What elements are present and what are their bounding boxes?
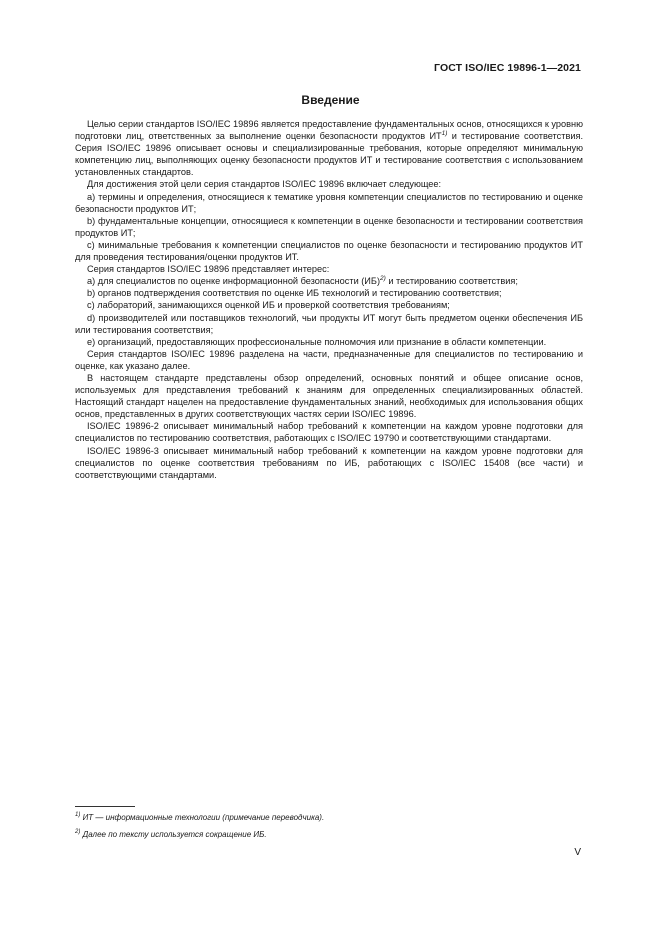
footnote-ref-2: 2) [380, 274, 386, 282]
paragraph-5: В настоящем стандарте представлены обзор определений, основных понятий и общее описание основ, используемых для представления требований к знаниям для определенных специализированных областей. Настоящий стандарт нацелен на предоставление фундаментальных знаний, необходимых для использования общих основ, представленных в других соответствующих частях серии ISO/IEC 19896. [75, 372, 583, 420]
main-text [75, 118, 583, 481]
audience-item-a: a) для специалистов по оценке информационной безопасности (ИБ)$^{2)}$ и тестированию соответствия; [87, 274, 518, 287]
audience-item-e: e) организаций, предоставляющих профессиональные полномочия или признание в области компетенции. [87, 336, 547, 347]
footnote-2: $^{2)}$ Далее по тексту используется сокращение ИБ. [75, 828, 267, 839]
paragraph-3: Серия стандартов ISO/IEC 19896 представляет интерес: [87, 264, 330, 275]
footnote-1: $^{1)}$ ИТ — информационные технологии (примечание переводчика). [75, 811, 325, 822]
paragraph-6: ISO/IEC 19896-2 описывает минимальный набор требований к компетенции на каждом уровне подготовки для специалистов по тестированию соответствия, работающих с ISO/IEC 19790 и соответствующими стандартами. [75, 421, 583, 444]
section-title: Введение [301, 93, 360, 107]
paragraph-2: Для достижения этой цели серия стандартов ISO/IEC 19896 включает следующее: [87, 179, 442, 190]
list-item-c: c) минимальные требования к компетенции специалистов по оценке безопасности и тестированию продуктов ИТ для проведения тестирования/оценки продуктов ИТ. [75, 239, 583, 263]
footnote-divider [75, 806, 135, 807]
footnotes [75, 812, 583, 846]
paragraph-1: Целью серии стандартов ISO/IEC 19896 является предоставление фундаментальных основ, относящихся к уровню подготовки лиц, ответственных за выполнение оценки безопасности продуктов ИТ$^{1)}$ и тестирование соответствия. Серия ISO/IEC 19896 описывает основы и специализированные требования, которые определяют минимальную компетенцию лиц, выполняющих оценку безопасности продуктов ИТ и тестирование соответствия с использованием установленных стандартов. [75, 119, 583, 178]
footnote-ref-1: 1) [441, 129, 448, 137]
paragraph-4: Серия стандартов ISO/IEC 19896 разделена на части, предназначенные для специалистов по тестированию и оценке, как указано далее. [75, 348, 583, 371]
audience-item-b: b) органов подтверждения соответствия по оценке ИБ технологий и тестированию соответствия; [87, 288, 502, 299]
document-code: ГОСТ ISO/IEC 19896-1—2021 [434, 62, 581, 74]
list-item-a: a) термины и определения, относящиеся к тематике уровня компетенции специалистов по тестированию и оценке безопасности продуктов ИТ; [75, 191, 583, 214]
audience-item-c: c) лабораторий, занимающихся оценкой ИБ и проверкой соответствия требованиям; [87, 300, 450, 311]
paragraph-7: ISO/IEC 19896-3 описывает минимальный набор требований к компетенции на каждом уровне подготовки для специалистов по оценке соответствия требованиям по ИБ, работающих с ISO/IEC 15408 (все части) и соответствующими стандартами. [75, 445, 583, 480]
list-item-b: b) фундаментальные концепции, относящиеся к компетенции в оценке безопасности и тестировании соответствия продуктов ИТ; [75, 215, 583, 238]
page-number: V [574, 847, 581, 858]
audience-item-d: d) производителей или поставщиков технологий, чьи продукты ИТ могут быть предметом оценки обеспечения ИБ или тестирования соответствия; [75, 312, 583, 335]
